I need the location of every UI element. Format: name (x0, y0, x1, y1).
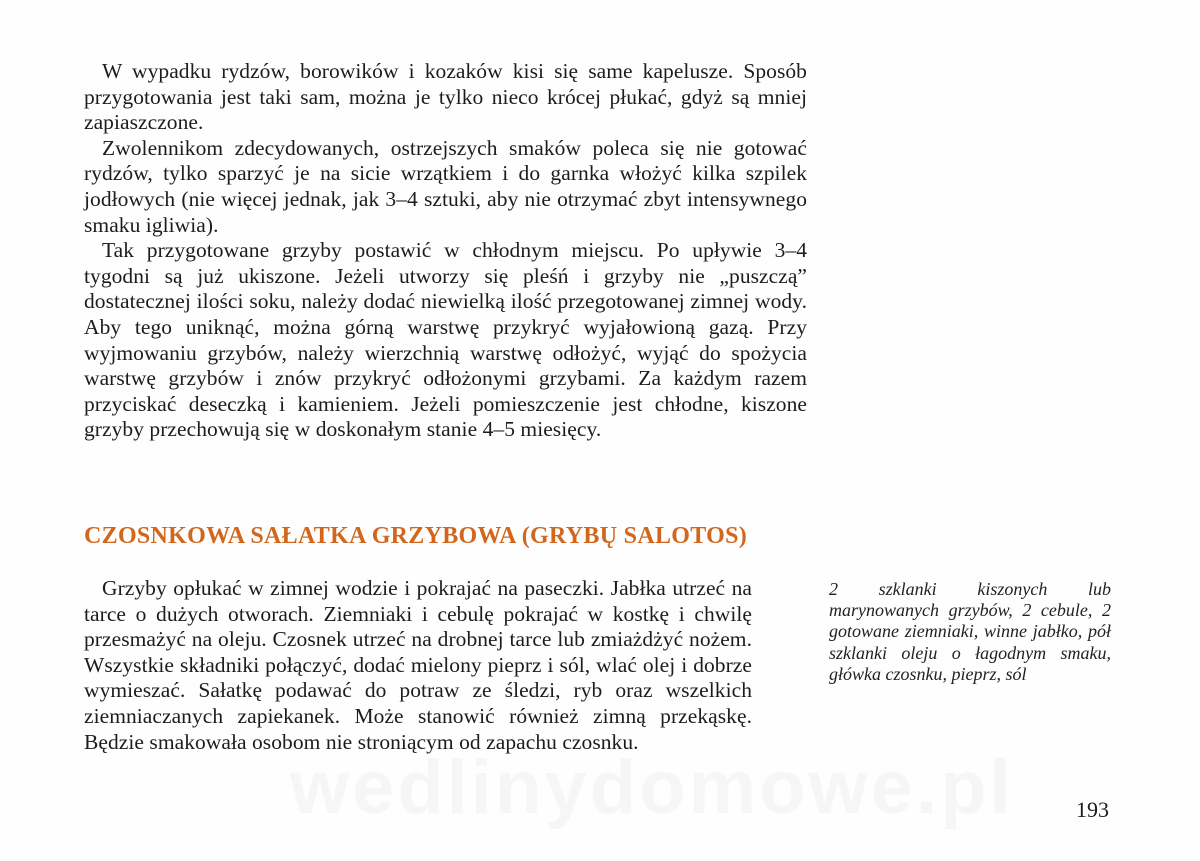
paragraph: Zwolennikom zdecydowanych, ostrzejszych smaków poleca się nie gotować rydzów, tylko sparzyć je na sicie wrzątkiem i do garnka włożyć kilka szpilek jodłowych (nie więcej jednak, jak 3–4 sztuki, aby nie otrzymać zbyt intensywnego smaku igliwia). (84, 135, 807, 237)
paragraph: W wypadku rydzów, borowików i kozaków kisi się same kapelusze. Sposób przygotowania jest taki sam, można je tylko nieco krócej płukać, gdyż są mniej zapiaszczone. (84, 59, 807, 135)
ingredients-list: 2 szklanki kiszonych lub marynowanych grzybów, 2 cebule, 2 gotowane ziemniaki, winne jabłko, pół szklanki oleju o łagodnym smaku, główka czosnku, pieprz, sól (829, 579, 1111, 684)
recipe-title: CZOSNKOWA SAŁATKA GRZYBOWA (GRYBŲ SALOTOS) (84, 523, 748, 549)
top-text-block (84, 59, 807, 443)
recipe-instructions (84, 576, 752, 755)
paragraph: Grzyby opłukać w zimnej wodzie i pokrajać na paseczki. Jabłka utrzeć na tarce o dużych otworach. Ziemniaki i cebulę pokrajać w kostkę i chwilę przesmażyć na oleju. Czosnek utrzeć na drobnej tarce lub zmiażdżyć nożem. Wszystkie składniki połączyć, dodać mielony pieprz i sól, wlać olej i dobrze wymieszać. Sałatkę podawać do potraw ze śledzi, ryb oraz wszelkich ziemniaczanych zapiekanek. Może stanowić również zimną przekąskę. Będzie smakowała osobom nie stroniącym od zapachu czosnku. (84, 576, 752, 754)
page-number: 193 (1076, 797, 1109, 822)
paragraph: Tak przygotowane grzyby postawić w chłodnym miejscu. Po upływie 3–4 tygodni są już ukiszone. Jeżeli utworzy się pleśń i grzyby nie „puszczą” dostatecznej ilości soku, należy dodać niewielką ilość przegotowanej zimnej wody. Aby tego uniknąć, można górną warstwę przykryć wyjałowioną gazą. Przy wyjmowaniu grzybów, należy wierzchnią warstwę odłożyć, wyjąć do spożycia warstwę grzybów i znów przykryć odłożonymi grzybami. Za każdym razem przyciskać deseczką i kamieniem. Jeżeli pomieszczenie jest chłodne, kiszone grzyby przechowują się w doskonałym stanie 4–5 miesięcy. (84, 238, 807, 442)
watermark: wedlinydomowe.pl (290, 745, 1014, 830)
